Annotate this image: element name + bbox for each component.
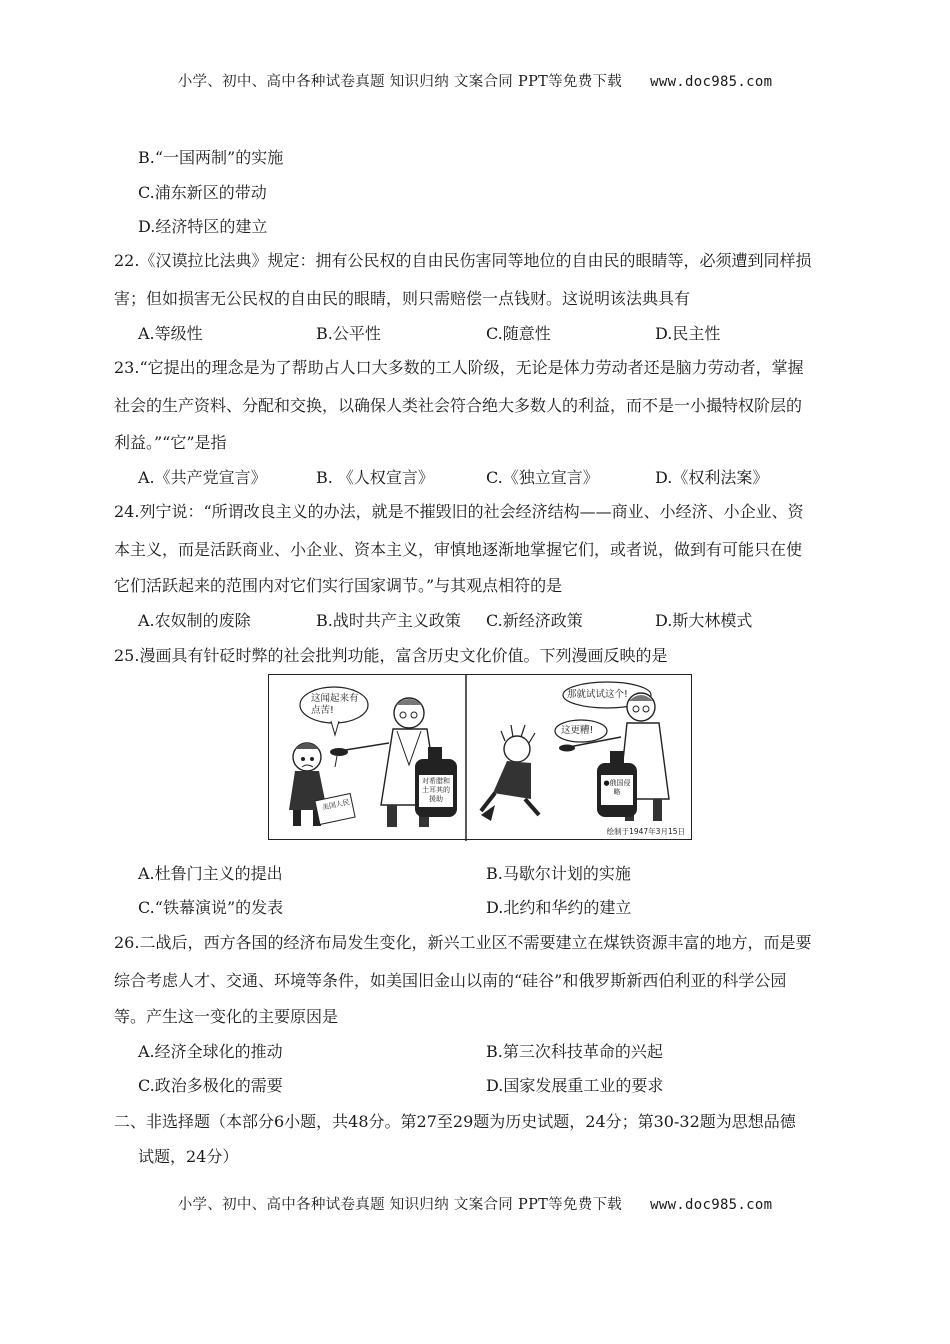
header-text: 小学、初中、高中各种试卷真题 知识归纳 文案合同 PPT等免费下载: [177, 74, 623, 90]
q25-option-c: C.“铁幕演说”的发表: [138, 898, 284, 917]
q23-option-a: A.《共产党宣言》: [138, 468, 267, 487]
q25-option-d: D.北约和华约的建立: [486, 898, 632, 917]
q25-stem: 25.漫画具有针砭时弊的社会批判功能，富含历史文化价值。下列漫画反映的是: [114, 646, 668, 665]
q26-option-b: B.第三次科技革命的兴起: [486, 1042, 663, 1061]
cartoon-left-sign: 美国人民: [321, 798, 351, 812]
q21-option-b: B.“一国两制”的实施: [138, 148, 284, 167]
q22-option-b: B.公平性: [316, 324, 381, 343]
q23-option-b: B. 《人权宣言》: [316, 468, 434, 487]
section2-heading-line-1: 二、非选择题（本部分6小题，共48分。第27至29题为历史试题，24分；第30-32题为思想品德: [114, 1112, 796, 1131]
page-header: [0, 70, 950, 91]
q26-stem-line-2: 综合考虑人才、交通、环境等条件，如美国旧金山以南的“硅谷”和俄罗斯新西伯利亚的科学公园: [114, 971, 787, 990]
q23-option-d: D.《权利法案》: [655, 468, 769, 487]
footer-text: 小学、初中、高中各种试卷真题 知识归纳 文案合同 PPT等免费下载: [177, 1197, 623, 1213]
q26-option-a: A.经济全球化的推动: [138, 1042, 283, 1061]
q23-stem-line-3: 利益。”“它”是指: [114, 433, 227, 452]
q22-option-d: D.民主性: [655, 324, 721, 343]
cartoon-right-bubble-1: 那就试试这个!: [567, 689, 628, 700]
section2-heading-line-2: 试题，24分）: [138, 1147, 239, 1166]
cartoon-left-bottle-label: 对希腊和土耳其的援助: [422, 777, 450, 803]
q23-stem-line-1: 23.“它提出的理念是为了帮助占人口大多数的工人阶级，无论是体力劳动者还是脑力劳动者，掌握: [114, 358, 804, 377]
political-cartoon: [268, 674, 692, 840]
q26-stem-line-1: 26.二战后，西方各国的经济布局发生变化，新兴工业区不需要建立在煤铁资源丰富的地方，而是要: [114, 933, 812, 952]
q23-stem-line-2: 社会的生产资料、分配和交换，以确保人类社会符合绝大多数人的利益，而不是一小撮特权阶层的: [114, 396, 803, 415]
cartoon-left-bubble: 这闻起来有点苦!: [311, 693, 359, 716]
q21-option-d: D.经济特区的建立: [138, 217, 268, 236]
q24-option-d: D.斯大林模式: [655, 611, 753, 630]
cartoon-right-bubble-2: 这更糟!: [561, 725, 594, 736]
cartoon-caption: 绘制于1947年3月15日: [606, 827, 685, 836]
q26-option-c: C.政治多极化的需要: [138, 1076, 283, 1095]
q25-option-b: B.马歇尔计划的实施: [486, 864, 631, 883]
cartoon-right-bottle-label: ●俄国侵略: [603, 779, 631, 796]
q24-option-c: C.新经济政策: [486, 611, 583, 630]
q22-stem-line-2: 害；但如损害无公民权的自由民的眼睛，则只需赔偿一点钱财。这说明该法典具有: [114, 289, 691, 308]
q24-stem-line-1: 24.列宁说：“所谓改良主义的办法，就是不摧毁旧的社会经济结构——商业、小经济、小企业、资: [114, 502, 804, 521]
q24-stem-line-2: 本主义，而是活跃商业、小企业、资本主义，审慎地逐渐地掌握它们，或者说，做到有可能只在使: [114, 540, 803, 559]
footer-url[interactable]: www.doc985.com: [650, 1197, 773, 1213]
header-url[interactable]: www.doc985.com: [650, 74, 773, 90]
q22-stem-line-1: 22.《汉谟拉比法典》规定：拥有公民权的自由民伤害同等地位的自由民的眼睛等，必须遭到同样损: [114, 251, 812, 270]
q26-stem-line-3: 等。产生这一变化的主要原因是: [114, 1007, 339, 1026]
q23-option-c: C.《独立宣言》: [486, 468, 599, 487]
q24-stem-line-3: 它们活跃起来的范围内对它们实行国家调节。”与其观点相符的是: [114, 576, 563, 595]
q24-option-b: B.战时共产主义政策: [316, 611, 461, 630]
q21-option-c: C.浦东新区的带动: [138, 183, 267, 202]
q24-option-a: A.农奴制的废除: [138, 611, 251, 630]
page-footer: [0, 1193, 950, 1214]
q22-option-c: C.随意性: [486, 324, 551, 343]
q25-option-a: A.杜鲁门主义的提出: [138, 864, 283, 883]
q26-option-d: D.国家发展重工业的要求: [486, 1076, 664, 1095]
q22-option-a: A.等级性: [138, 324, 203, 343]
